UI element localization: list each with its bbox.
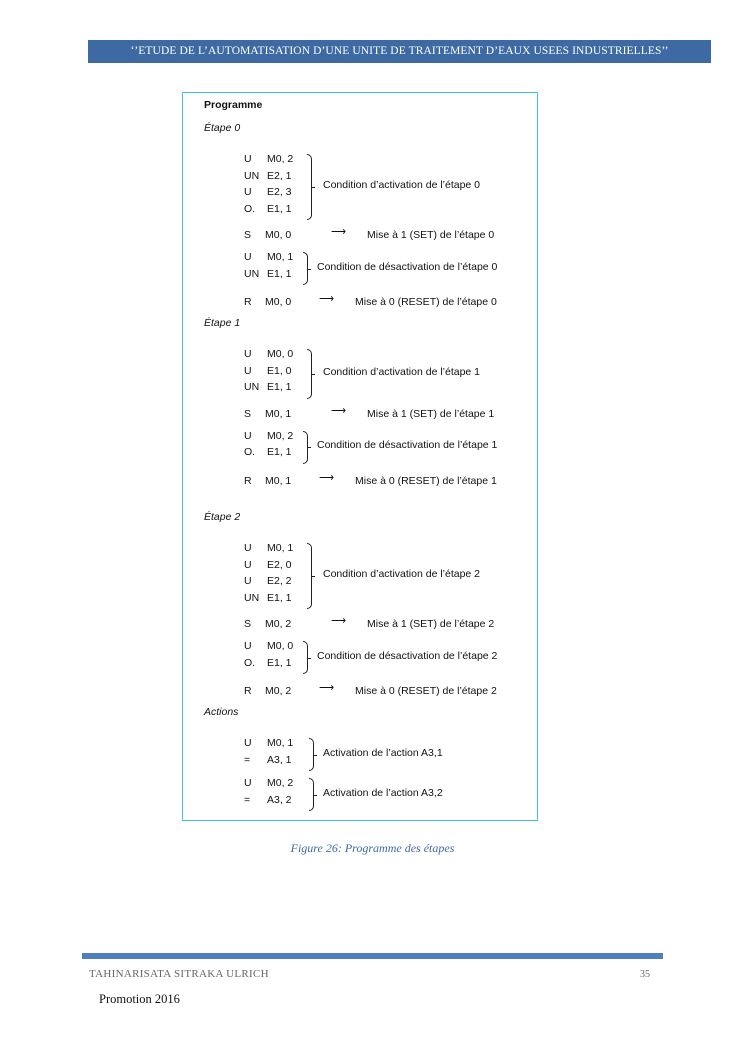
set-label: Mise à 1 (SET) de l’étape 0 [367,229,495,241]
instruction-operand: M0, 1 [267,542,294,554]
condition-label: Condition de désactivation de l’étape 2 [317,649,498,662]
footer-author: TAHINARISATA SITRAKA ULRICH [89,968,269,980]
condition-label: Condition de désactivation de l’étape 1 [317,439,498,451]
arrow-icon: ⟶ [319,293,335,305]
arrow-icon: ⟶ [331,615,347,627]
instruction-operand: E2, 0 [267,558,292,571]
instruction-operand: E1, 1 [267,446,292,458]
instruction-op: U [244,348,252,360]
instruction-op: U [244,777,252,789]
instruction-operand: E2, 1 [267,169,292,182]
actions-heading: Actions [204,706,239,718]
reset-instruction: R [244,685,252,697]
instruction-operand: A3, 2 [267,793,292,806]
arrow-icon: ⟶ [331,404,347,417]
condition-label: Activation de l’action A3,2 [323,786,443,799]
instruction-operand: E1, 1 [267,202,292,215]
step-heading: Étape 1 [204,317,241,329]
instruction-operand: M0, 0 [267,640,294,652]
instruction-op: UN [244,381,260,393]
step-heading: Étape 2 [204,511,241,523]
set-label: Mise à 1 (SET) de l’étape 2 [367,618,495,630]
reset-operand: M0, 1 [265,474,292,487]
page-number: 35 [640,969,650,980]
set-instruction: S [244,407,252,420]
instruction-operand: M0, 0 [267,348,294,360]
footer-promotion: Promotion 2016 [99,992,180,1006]
arrow-icon: ⟶ [319,682,335,694]
instruction-op: U [244,429,252,442]
reset-operand: M0, 2 [265,685,292,697]
instruction-op: O. [244,656,256,669]
condition-label: Condition d’activation de l’étape 2 [323,568,481,580]
brace [307,154,312,220]
brace [303,641,308,674]
brace [303,252,308,285]
instruction-operand: E1, 1 [267,381,292,393]
program-title: Programme [204,99,263,111]
instruction-operand: E1, 1 [267,591,292,604]
arrow-icon: ⟶ [319,471,335,484]
set-operand: M0, 0 [265,229,292,241]
reset-instruction: R [244,474,252,487]
figure-caption: Figure 26: Programme des étapes [290,841,455,855]
set-instruction: S [244,618,252,630]
instruction-op: U [244,251,252,263]
reset-label: Mise à 0 (RESET) de l’étape 1 [355,474,497,487]
set-operand: M0, 1 [265,407,292,420]
instruction-operand: M0, 2 [267,429,294,442]
instruction-op: U [244,186,252,198]
condition-label: Condition de désactivation de l’étape 0 [317,260,498,273]
instruction-operand: E1, 1 [267,656,292,669]
reset-operand: M0, 0 [265,296,292,308]
instruction-op: U [244,364,252,377]
instruction-operand: E1, 0 [267,364,292,377]
instruction-operand: E2, 3 [267,186,292,198]
instruction-op: UN [244,591,260,604]
set-operand: M0, 2 [265,618,292,630]
brace [303,431,308,464]
program-figure [182,92,538,821]
step-heading: Étape 0 [204,122,241,134]
instruction-op: U [244,558,252,571]
set-instruction: S [244,229,252,241]
brace [309,738,314,771]
instruction-op: UN [244,267,260,280]
instruction-op: O. [244,446,256,458]
instruction-operand: E2, 2 [267,575,292,587]
set-label: Mise à 1 (SET) de l’étape 1 [367,407,495,420]
instruction-operand: M0, 2 [267,153,294,165]
instruction-op: = [244,753,251,766]
brace [307,543,312,609]
reset-label: Mise à 0 (RESET) de l’étape 2 [355,685,497,697]
reset-label: Mise à 0 (RESET) de l’étape 0 [355,296,497,308]
instruction-op: U [244,153,252,165]
instruction-op: U [244,575,252,587]
brace [309,778,314,811]
instruction-operand: M0, 1 [267,251,294,263]
instruction-op: U [244,640,252,652]
arrow-icon: ⟶ [331,226,347,238]
running-header: ‘’ETUDE DE L’AUTOMATISATION D’UNE UNITE DE TRAITEMENT D’EAUX USEES INDUSTRIELLES’’ [88,40,711,63]
reset-instruction: R [244,296,252,308]
brace [307,349,312,399]
instruction-op: U [244,737,252,749]
condition-label: Activation de l’action A3,1 [323,746,443,759]
condition-label: Condition d’activation de l’étape 0 [323,179,481,191]
instruction-operand: M0, 2 [267,777,294,789]
instruction-op: O. [244,202,256,215]
condition-label: Condition d’activation de l’étape 1 [323,365,481,378]
instruction-operand: A3, 1 [267,753,292,766]
instruction-operand: M0, 1 [267,737,294,749]
instruction-op: UN [244,169,260,182]
instruction-op: U [244,542,252,554]
footer-rule [82,953,663,959]
instruction-op: = [244,793,251,806]
instruction-operand: E1, 1 [267,267,292,280]
